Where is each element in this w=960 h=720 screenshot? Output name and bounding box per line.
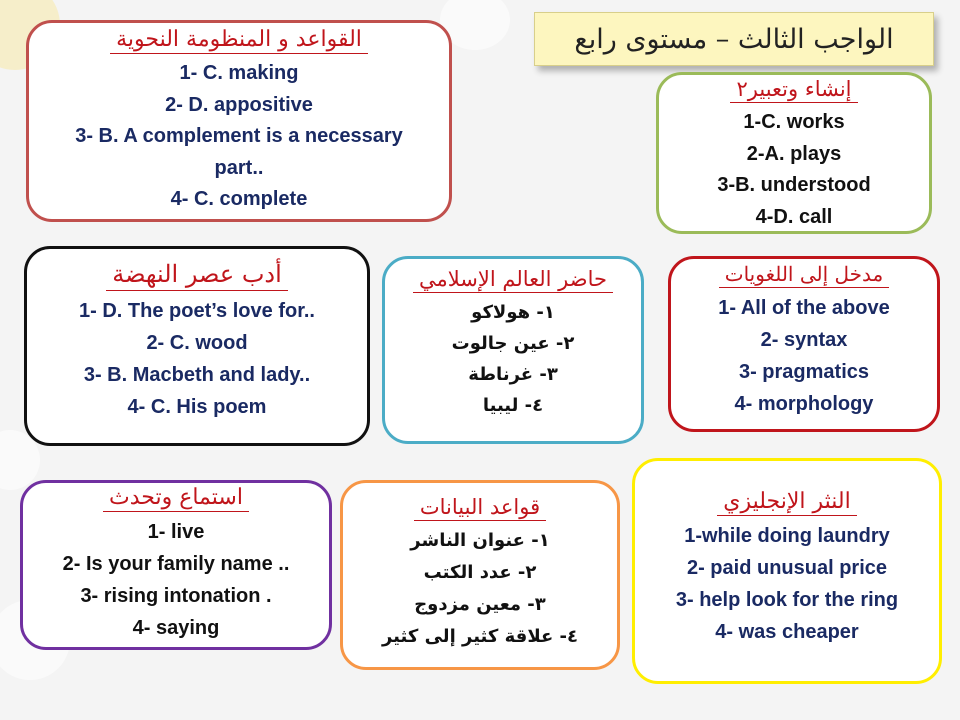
answer-list (27, 295, 367, 423)
answer-item: ٣- غرناطة (468, 364, 558, 386)
answer-item: 2- C. wood (146, 331, 248, 354)
card-title: إنشاء وتعبير٢ (730, 77, 857, 103)
card-title: مدخل إلى اللغويات (719, 263, 890, 288)
card-listening-speaking (20, 480, 332, 650)
answer-item: 1- C. making (179, 62, 299, 85)
answer-item: 3- B. Macbeth and lady.. (83, 363, 311, 386)
answer-item: 1-C. works (743, 111, 845, 134)
answer-item: 3-B. understood (717, 174, 871, 197)
answer-item: 3- pragmatics (738, 361, 870, 383)
answer-item: 4- C. His poem (127, 395, 267, 418)
answer-list (385, 297, 641, 421)
card-title: حاضر العالم الإسلامي (413, 267, 613, 293)
answer-item: 4- C. complete (170, 188, 308, 211)
answer-item: 4- saying (132, 617, 220, 640)
answer-list (29, 58, 449, 216)
card-title: النثر الإنجليزي (717, 489, 857, 516)
answer-list (343, 525, 617, 653)
answer-item: ١- هولاكو (471, 302, 555, 324)
card-title: القواعد و المنظومة النحوية (110, 27, 368, 54)
page-title-banner (534, 12, 934, 66)
answer-item: ٤- علاقة كثير إلى كثير (381, 626, 579, 648)
card-databases (340, 480, 620, 670)
card-english-prose (632, 458, 942, 684)
answer-item: 4- was cheaper (715, 621, 859, 644)
card-islamic-world (382, 256, 644, 444)
answer-item: 2- syntax (760, 329, 848, 351)
answer-list (635, 520, 939, 648)
answer-item: 2- Is your family name .. (62, 553, 290, 576)
answer-item: ٢- عين جالوت (451, 333, 575, 355)
answer-item: 2- D. appositive (165, 93, 313, 116)
page-title: الواجب الثالث – مستوى رابع (574, 23, 894, 55)
answer-item: 4-D. call (755, 205, 833, 228)
answer-item: 1- All of the above (718, 297, 890, 319)
answer-item: part.. (214, 156, 264, 179)
answer-item: 1- D. The poet’s love for.. (79, 299, 315, 322)
card-linguistics (668, 256, 940, 432)
answer-item: 4- morphology (734, 393, 874, 415)
card-composition (656, 72, 932, 234)
answer-item: 3- help look for the ring (675, 589, 899, 612)
answer-item: 1-while doing laundry (684, 525, 890, 548)
answer-item: ٣- معين مزدوج (414, 594, 546, 616)
answer-list (659, 107, 929, 233)
answer-list (23, 516, 329, 644)
answer-item: 2- paid unusual price (686, 557, 888, 580)
card-title: أدب عصر النهضة (106, 261, 288, 291)
answer-list (671, 292, 937, 420)
answer-item: 2-A. plays (746, 142, 842, 165)
answer-item: 3- rising intonation . (80, 585, 272, 608)
answer-item: ١- عنوان الناشر (410, 530, 550, 552)
card-renaissance-literature (24, 246, 370, 446)
answer-item: ٤- ليبيا (482, 395, 544, 417)
answer-item: ٢- عدد الكتب (423, 562, 537, 584)
card-title: استماع وتحدث (103, 485, 249, 512)
answer-item: 3- B. A complement is a necessary (75, 125, 403, 148)
card-grammar (26, 20, 452, 222)
answer-item: 1- live (147, 521, 205, 544)
card-title: قواعد البيانات (414, 495, 546, 521)
